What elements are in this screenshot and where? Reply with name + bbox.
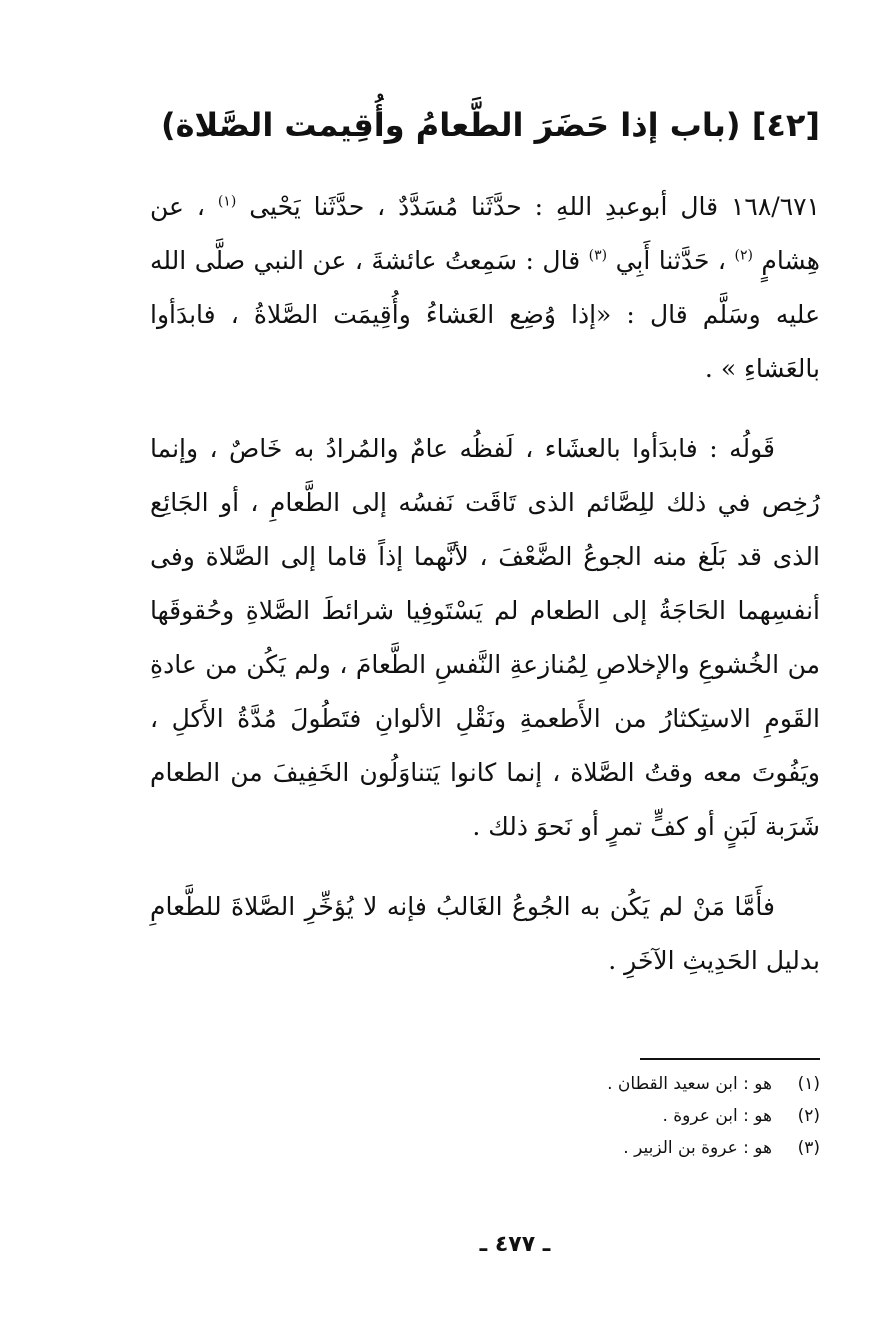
footnote-ref-2[interactable]: (٢) [734,247,753,264]
footnote-divider [640,1058,820,1060]
footnote-number: (٢) [797,1106,820,1126]
footnote-item [150,1068,820,1100]
page-number: ـ ٤٧٧ ـ [479,1232,551,1257]
hadith-text: ، عن هِشامٍ [150,192,820,275]
hadith-text: ، حَدَّثنا أَبِي [615,246,726,275]
chapter-title: [٤٢] (باب إذا حَضَرَ الطَّعامُ وأُقِيمت الصَّلاة) [160,106,820,144]
footnote-number: (٣) [797,1138,820,1158]
main-text [150,180,820,1014]
footnote-item [150,1132,820,1164]
book-page [150,0,820,1333]
footnote-ref-3[interactable]: (٣) [588,247,608,264]
hadith-paragraph [150,180,820,396]
hadith-text: قال : سَمِعتُ عائشةَ ، عن النبي صلَّى الله عليه وسَلَّم قال : «إذا وُضِع العَشاءُ وأُقِيمَت الصَّلاةُ ، فابدَأوا بالعَشاءِ » . [150,246,820,383]
footnote-text: هو : ابن سعيد القطان . [607,1074,772,1094]
footnote-item [150,1100,820,1132]
footnote-ref-1[interactable]: (١) [217,193,237,210]
commentary-paragraph: فأَمَّا مَنْ لم يَكُن به الجُوعُ الغَالبُ فإنه لا يُؤخِّرِ الصَّلاةَ للطَّعامِ بدليل الحَدِيثِ الآخَرِ . [150,892,820,975]
footnotes [150,1068,820,1164]
footnote-number: (١) [797,1074,820,1094]
hadith-text: ١٦٨/٦٧١ قال أبوعبدِ اللهِ : حدَّثَنا مُسَدَّدٌ ، حدَّثَنا يَحْيى [249,192,820,221]
footnote-text: هو : ابن عروة . [662,1106,772,1126]
commentary-paragraph: قَولُه : فابدَأوا بالعشَاء ، لَفظُه عامٌ والمُرادُ به خَاصٌ ، وإنما رُخِص في ذلك للِصَّائم الذى تَاقَت نَفسُه إلى الطَّعامِ ، أو الجَائِع الذى قد بَلَغ منه الجوعُ الضَّعْفَ ، لأنَّهما إذاً قاما إلى الصَّلاة وفى أنفسِهما الحَاجَةُ إلى الطعام لم يَسْتَوفِيا شرائطَ الصَّلاةِ وحُقوقَها من الخُشوعِ والإخلاصِ لِمُنازعةِ النَّفسِ الطَّعامَ ، ولم يَكُن من عادةِ القَومِ الاستِكثارُ من الأَطعمةِ ونَقْلِ الألوانِ فتَطُولَ مُدَّةُ الأَكلِ ، ويَفُوتَ معه وقتُ الصَّلاة ، إنما كانوا يَتناوَلُون الخَفِيفَ من الطعام شَرَبة لَبَنٍ أو كفٍّ تمرٍ أو نَحوَ ذلك . [150,434,820,841]
footnote-text: هو : عروة بن الزبير . [623,1138,772,1158]
